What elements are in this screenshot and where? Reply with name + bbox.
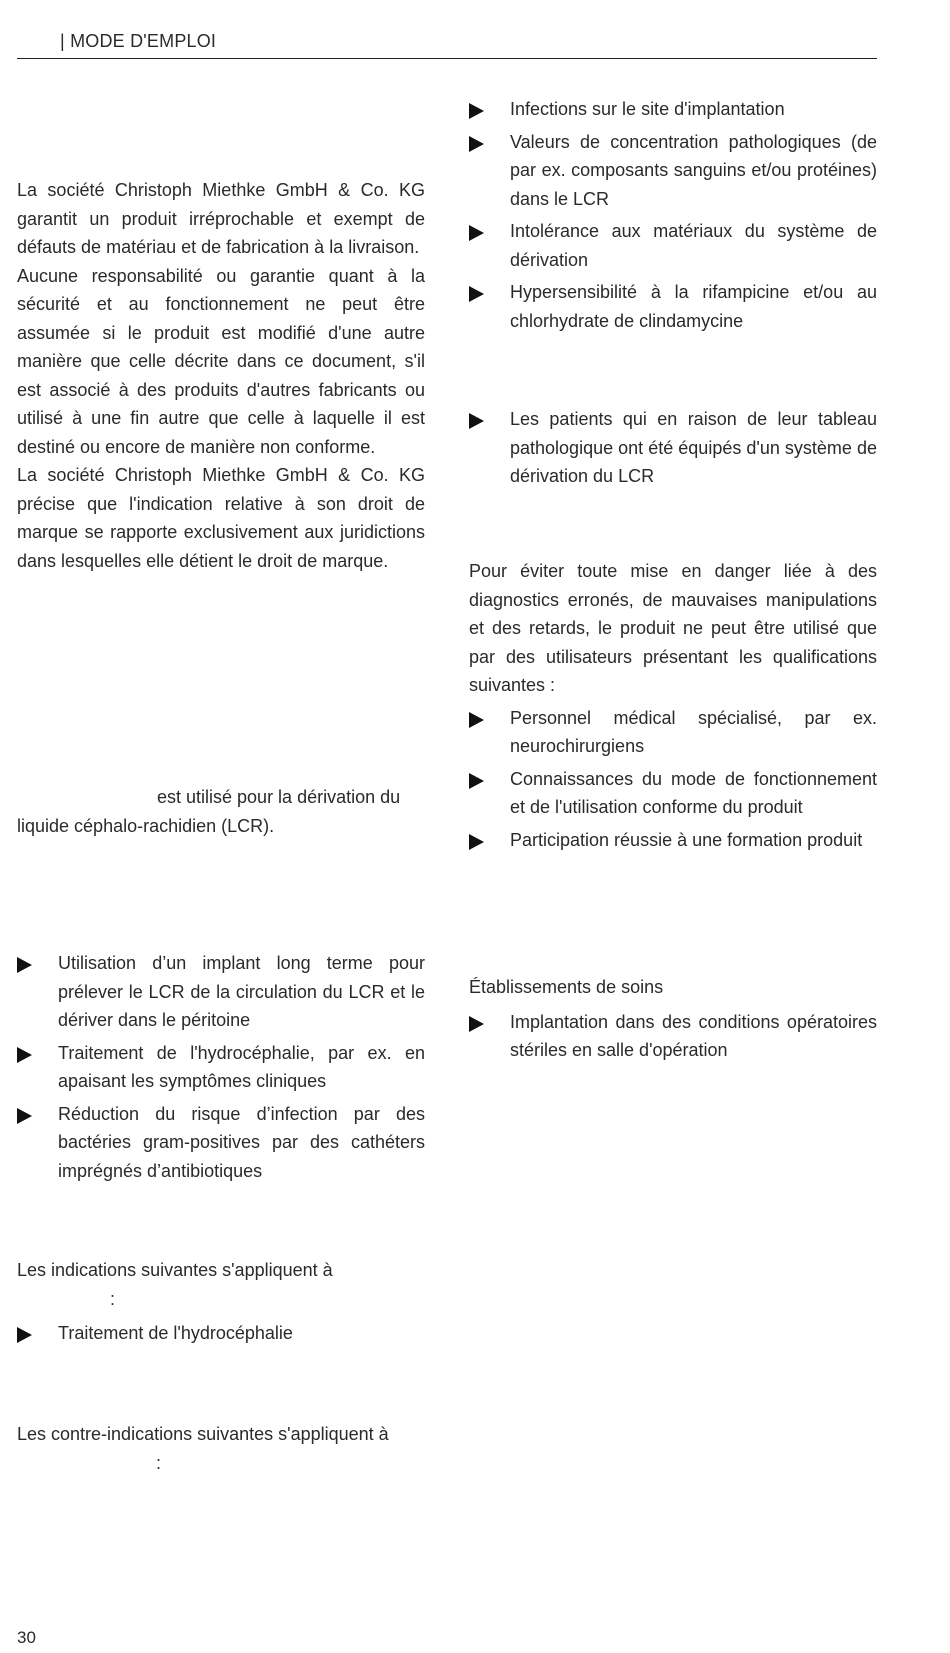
users-section	[469, 557, 877, 858]
list-item: Valeurs de concentration pathologiques (de par ex. composants sanguins et/ou protéines) dans le LCR	[469, 128, 877, 214]
bullet-arrow-icon	[469, 834, 484, 850]
bullet-arrow-icon	[469, 136, 484, 152]
purpose-list	[17, 949, 425, 1185]
bullet-arrow-icon	[17, 1327, 32, 1343]
users-list	[469, 704, 877, 855]
list-item: Personnel médical spécialisé, par ex. neurochirurgiens	[469, 704, 877, 761]
indications-colon: :	[110, 1288, 116, 1309]
bullet-arrow-icon	[469, 413, 484, 429]
bullet-arrow-icon	[17, 1047, 32, 1063]
header-title: | MODE D'EMPLOI	[60, 31, 217, 51]
list-item: Traitement de l'hydrocéphalie	[17, 1319, 425, 1348]
bullet-arrow-icon	[469, 773, 484, 789]
bullet-arrow-icon	[469, 103, 484, 119]
list-item: Les patients qui en raison de leur tableau pathologique ont été équipés d'un système de dérivation du LCR	[469, 405, 877, 491]
indications-section	[17, 1256, 425, 1352]
list-item: Utilisation d’un implant long terme pour prélever le LCR de la circulation du LCR et le dériver dans le péritoine	[17, 949, 425, 1035]
contraindications-colon: :	[156, 1452, 162, 1473]
list-item: Intolérance aux matériaux du système de dérivation	[469, 217, 877, 274]
list-item: Implantation dans des conditions opératoires stériles en salle d'opération	[469, 1008, 877, 1065]
warranty-section	[17, 176, 425, 575]
contraindications-list	[469, 95, 877, 335]
list-item: Participation réussie à une formation produit	[469, 826, 877, 855]
bullet-arrow-icon	[17, 957, 32, 973]
list-item: Traitement de l'hydrocéphalie, par ex. en apaisant les symptômes cliniques	[17, 1039, 425, 1096]
list-item: Infections sur le site d'implantation	[469, 95, 877, 124]
bullet-arrow-icon	[469, 286, 484, 302]
bullet-arrow-icon	[17, 1108, 32, 1124]
warranty-paragraph: La société Christoph Miethke GmbH & Co. KG garantit un produit irréprochable et exempt de défauts de matériau et de fabrication à la livraison.	[17, 180, 425, 257]
liability-paragraph: Aucune responsabilité ou garantie quant à la sécurité et au fonctionnement ne peut être assumée si le produit est modifié d'une autre manière que celle décrite dans ce document, s'il est associé à des produits d'autres fabricants ou utilisé à une fin autre que celle à laquelle il est destiné ou encore de manière non conforme.	[17, 265, 425, 457]
bullet-arrow-icon	[469, 1016, 484, 1032]
intended-use-line: est utilisé pour la dérivation du	[157, 787, 401, 807]
patient-group-section	[469, 405, 877, 495]
contraindications-section	[17, 1420, 425, 1477]
indications-list	[17, 1319, 425, 1348]
contraindications-intro: Les contre-indications suivantes s'appliquent à	[17, 1424, 389, 1444]
users-paragraph: Pour éviter toute mise en danger liée à des diagnostics erronés, de mauvaises manipulations et des retards, le produit ne peut être utilisé que par des utilisateurs présentant les qualifications suivantes :	[469, 561, 877, 695]
bullet-arrow-icon	[469, 712, 484, 728]
intended-use-section	[17, 783, 425, 840]
list-item: Réduction du risque d’infection par des bactéries gram-positives par des cathéters imprégnés d’antibiotiques	[17, 1100, 425, 1186]
environment-list	[469, 1008, 877, 1065]
list-item: Hypersensibilité à la rifampicine et/ou au chlorhydrate de clindamycine	[469, 278, 877, 335]
bullet-arrow-icon	[469, 225, 484, 241]
intended-use-line: liquide céphalo-rachidien (LCR).	[17, 815, 275, 836]
purpose-section	[17, 949, 425, 1189]
page-header	[17, 30, 877, 59]
indications-intro: Les indications suivantes s'appliquent à	[17, 1260, 333, 1280]
trademark-paragraph: La société Christoph Miethke GmbH & Co. KG précise que l'indication relative à son droit de marque se rapporte exclusivement aux juridictions dans lesquelles elle détient le droit de marque.	[17, 465, 425, 571]
page-number: 30	[17, 1628, 36, 1647]
environment-paragraph: Établissements de soins	[469, 977, 664, 997]
patient-list	[469, 405, 877, 491]
contraindications-list-section	[469, 95, 877, 339]
environment-section	[469, 973, 877, 1069]
list-item: Connaissances du mode de fonctionnement et de l'utilisation conforme du produit	[469, 765, 877, 822]
